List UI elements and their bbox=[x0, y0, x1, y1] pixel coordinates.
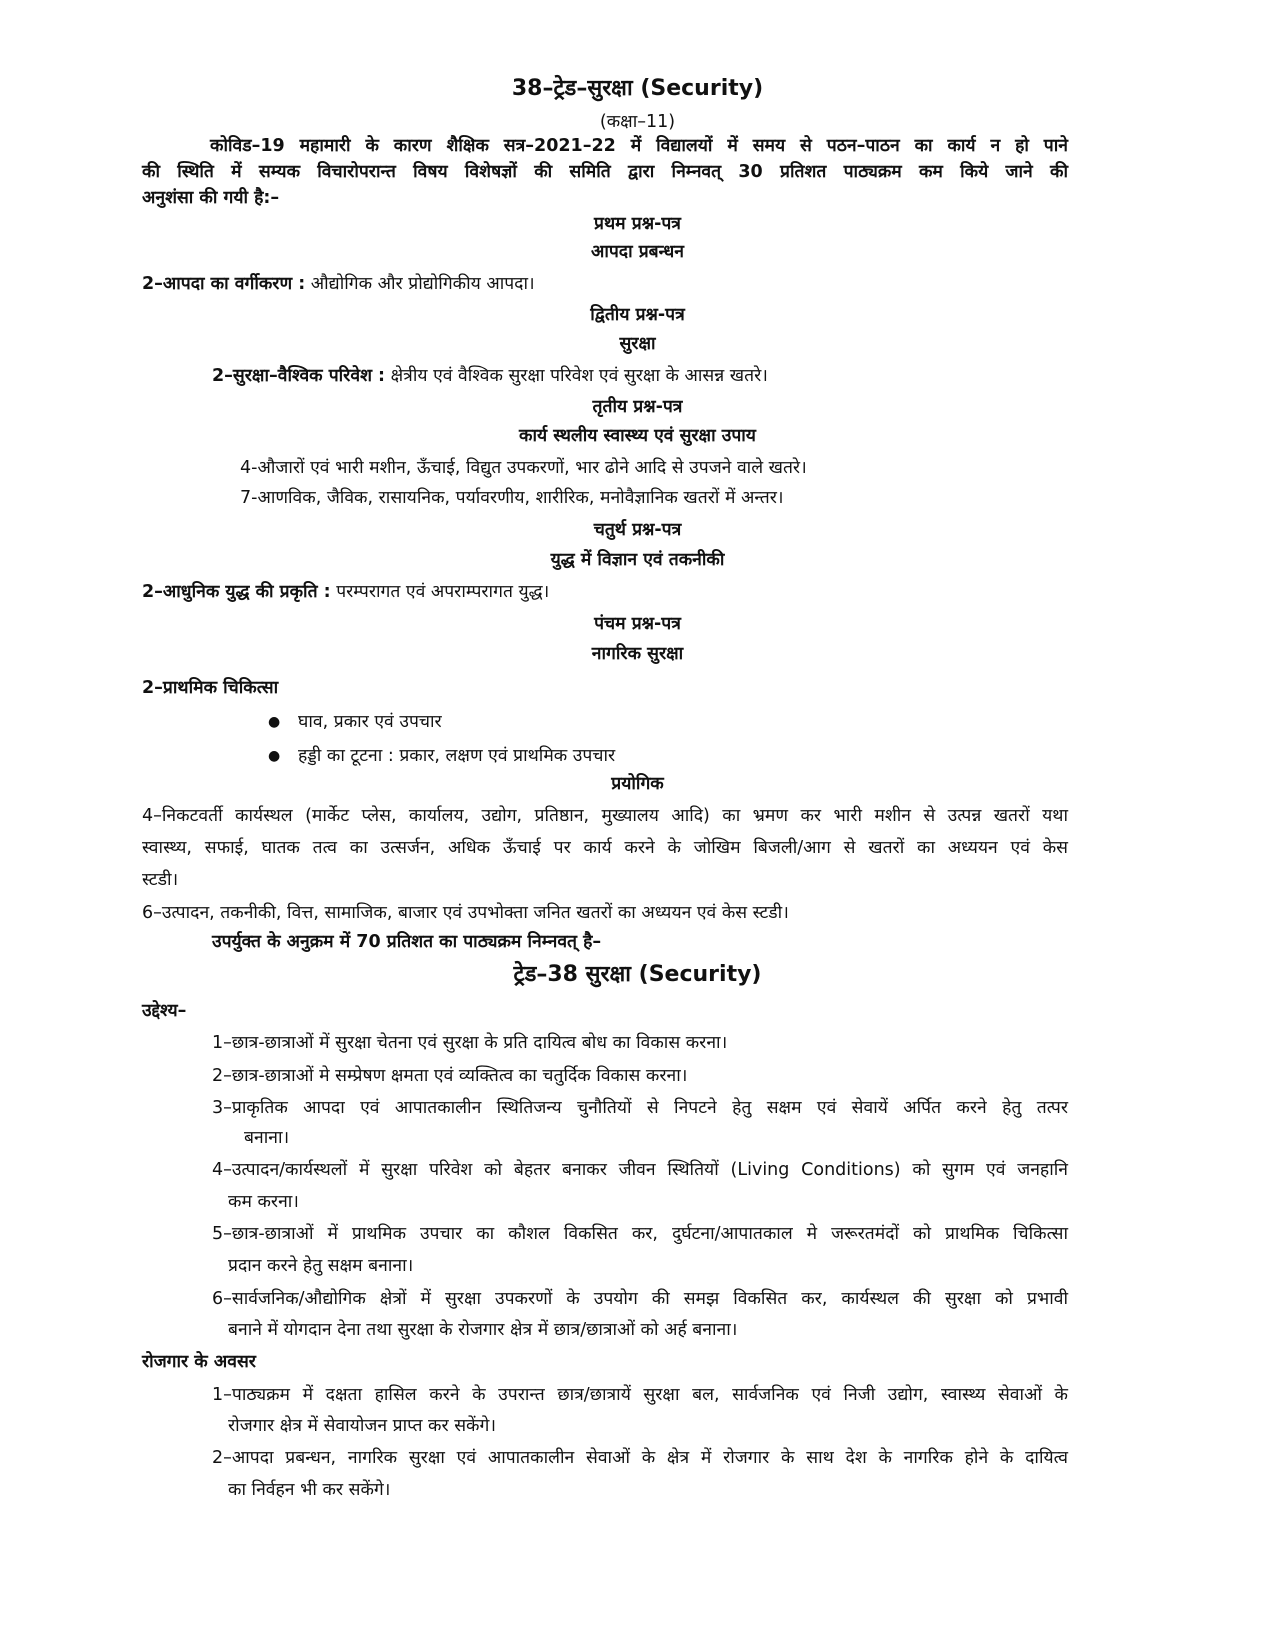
employment-2-line-1: 2–आपदा प्रबन्धन, नागरिक सुरक्षा एवं आपातकालीन सेवाओं के क्षेत्र में रोजगार के साथ देश के नागरिक होने के दायित्व bbox=[212, 1448, 1068, 1468]
transition-text: उपर्युक्त के अनुक्रम में 70 प्रतिशत का पाठ्यक्रम निम्नवत् है– bbox=[212, 932, 602, 952]
paper2-item-label: 2–सुरक्षा–वैश्विक परिवेश : bbox=[212, 366, 386, 386]
intro-line-1: कोविड–19 महामारी के कारण शैक्षिक सत्र–2021–22 में विद्यालयों में समय से पठन–पाठन का कार्य न हो पाने bbox=[210, 136, 1068, 156]
bullet-icon: ● bbox=[268, 714, 281, 730]
paper3-heading: तृतीय प्रश्न-पत्र bbox=[592, 397, 683, 417]
paper5-bullet-1: घाव, प्रकार एवं उपचार bbox=[298, 712, 442, 732]
document-title: 38–ट्रेड–सुरक्षा (Security) bbox=[511, 76, 764, 101]
practical-heading: प्रयोगिक bbox=[611, 774, 664, 794]
objective-2: 2–छात्र-छात्राओं मे सम्प्रेषण क्षमता एवं व्यक्तित्व का चतुर्दिक विकास करना। bbox=[212, 1066, 688, 1086]
objective-6-line-1: 6–सार्वजनिक/औद्योगिक क्षेत्रों में सुरक्षा उपकरणों के उपयोग की समझ विकसित कर, कार्यस्थल की सुरक्षा को प्रभावी bbox=[212, 1289, 1068, 1309]
class-label: (कक्षा–11) bbox=[599, 112, 676, 132]
paper2-item-text: क्षेत्रीय एवं वैश्विक सुरक्षा परिवेश एवं सुरक्षा के आसन्न खतरे। bbox=[385, 366, 768, 386]
bullet-icon: ● bbox=[268, 748, 281, 764]
employment-1-line-2: रोजगार क्षेत्र में सेवायोजन प्राप्त कर सकेंगे। bbox=[228, 1416, 496, 1436]
paper5-heading: पंचम प्रश्न-पत्र bbox=[594, 614, 681, 634]
intro-line-2: की स्थिति में सम्यक विचारोपरान्त विषय विशेषज्ञों की समिति द्वारा निम्नवत् 30 प्रतिशत पाठ्यक्रम कम किये जाने की bbox=[142, 162, 1068, 182]
paper2-subject: सुरक्षा bbox=[619, 334, 656, 354]
objective-3-line-2: बनाना। bbox=[244, 1128, 290, 1148]
paper3-item-2: 7-आणविक, जैविक, रासायनिक, पर्यावरणीय, शारीरिक, मनोवैज्ञानिक खतरों में अन्तर। bbox=[240, 488, 784, 508]
paper2-item bbox=[212, 364, 768, 388]
section-title: ट्रेड–38 सुरक्षा (Security) bbox=[513, 962, 762, 987]
paper1-item bbox=[142, 272, 535, 296]
objective-5-line-2: प्रदान करने हेतु सक्षम बनाना। bbox=[228, 1256, 414, 1276]
paper5-bullet-2: हड्डी का टूटना : प्रकार, लक्षण एवं प्राथमिक उपचार bbox=[298, 746, 616, 766]
paper3-subject: कार्य स्थलीय स्वास्थ्य एवं सुरक्षा उपाय bbox=[519, 426, 756, 446]
paper1-item-text: औद्योगिक और प्रोद्योगिकीय आपदा। bbox=[305, 274, 535, 294]
employment-1-line-1: 1–पाठ्यक्रम में दक्षता हासिल करने के उपरान्त छात्र/छात्रायें सुरक्षा बल, सार्वजनिक एवं निजी उद्योग, स्वास्थ्य सेवाओं के bbox=[212, 1385, 1068, 1405]
objective-4-line-1: 4–उत्पादन/कार्यस्थलों में सुरक्षा परिवेश को बेहतर बनाकर जीवन स्थितियों (Living Conditions) को सुगम एवं जनहानि bbox=[212, 1160, 1068, 1180]
objective-4-line-2: कम करना। bbox=[228, 1192, 299, 1212]
paper4-item-label: 2–आधुनिक युद्ध की प्रकृति : bbox=[142, 582, 331, 602]
paper3-item-1: 4-औजारों एवं भारी मशीन, ऊँचाई, विद्युत उपकरणों, भार ढोने आदि से उपजने वाले खतरे। bbox=[240, 458, 807, 478]
paper5-item-label: 2–प्राथमिक चिकित्सा bbox=[142, 678, 279, 698]
intro-line-3: अनुशंसा की गयी है:– bbox=[142, 188, 280, 208]
paper4-item bbox=[142, 580, 549, 604]
objective-5-line-1: 5–छात्र-छात्राओं में प्राथमिक उपचार का कौशल विकसित कर, दुर्घटना/आपातकाल मे जरूरतमंदों को प्राथमिक चिकित्सा bbox=[212, 1224, 1068, 1244]
paper2-heading: द्वितीय प्रश्न-पत्र bbox=[590, 305, 685, 325]
practical-item4-line-2: स्वास्थ्य, सफाई, घातक तत्व का उत्सर्जन, अधिक ऊँचाई पर कार्य करने के जोखिम बिजली/आग से खतरों का अध्ययन एवं केस bbox=[142, 838, 1068, 858]
objective-6-line-2: बनाने में योगदान देना तथा सुरक्षा के रोजगार क्षेत्र में छात्र/छात्राओं को अर्ह बनाना। bbox=[228, 1320, 738, 1340]
practical-item6: 6–उत्पादन, तकनीकी, वित्त, सामाजिक, बाजार एवं उपभोक्ता जनित खतरों का अध्ययन एवं केस स्टडी। bbox=[142, 903, 789, 923]
objective-1: 1–छात्र-छात्राओं में सुरक्षा चेतना एवं सुरक्षा के प्रति दायित्व बोध का विकास करना। bbox=[212, 1033, 728, 1053]
employment-heading: रोजगार के अवसर bbox=[142, 1352, 256, 1372]
practical-item4-line-1: 4–निकटवर्ती कार्यस्थल (मार्केट प्लेस, कार्यालय, उद्योग, प्रतिष्ठान, मुख्यालय आदि) का भ्रमण कर भारी मशीन से उत्पन्न खतरों यथा bbox=[142, 806, 1068, 826]
objectives-heading: उद्देश्य– bbox=[142, 1001, 187, 1021]
paper4-item-text: परम्परागत एवं अपराम्परागत युद्ध। bbox=[330, 582, 550, 602]
objective-3-line-1: 3–प्राकृतिक आपदा एवं आपातकालीन स्थितिजन्य चुनौतियों से निपटने हेतु सक्षम एवं सेवायें अर्पित करने हेतु तत्पर bbox=[212, 1098, 1068, 1118]
paper1-subject: आपदा प्रबन्धन bbox=[590, 242, 684, 262]
paper1-heading: प्रथम प्रश्न-पत्र bbox=[594, 214, 681, 234]
paper4-subject: युद्ध में विज्ञान एवं तकनीकी bbox=[550, 550, 725, 570]
paper4-heading: चतुर्थ प्रश्न-पत्र bbox=[593, 520, 682, 540]
practical-item4-line-3: स्टडी। bbox=[142, 870, 179, 890]
paper5-subject: नागरिक सुरक्षा bbox=[591, 644, 684, 664]
employment-2-line-2: का निर्वहन भी कर सकेंगे। bbox=[228, 1480, 391, 1500]
paper1-item-label: 2–आपदा का वर्गीकरण : bbox=[142, 274, 306, 294]
